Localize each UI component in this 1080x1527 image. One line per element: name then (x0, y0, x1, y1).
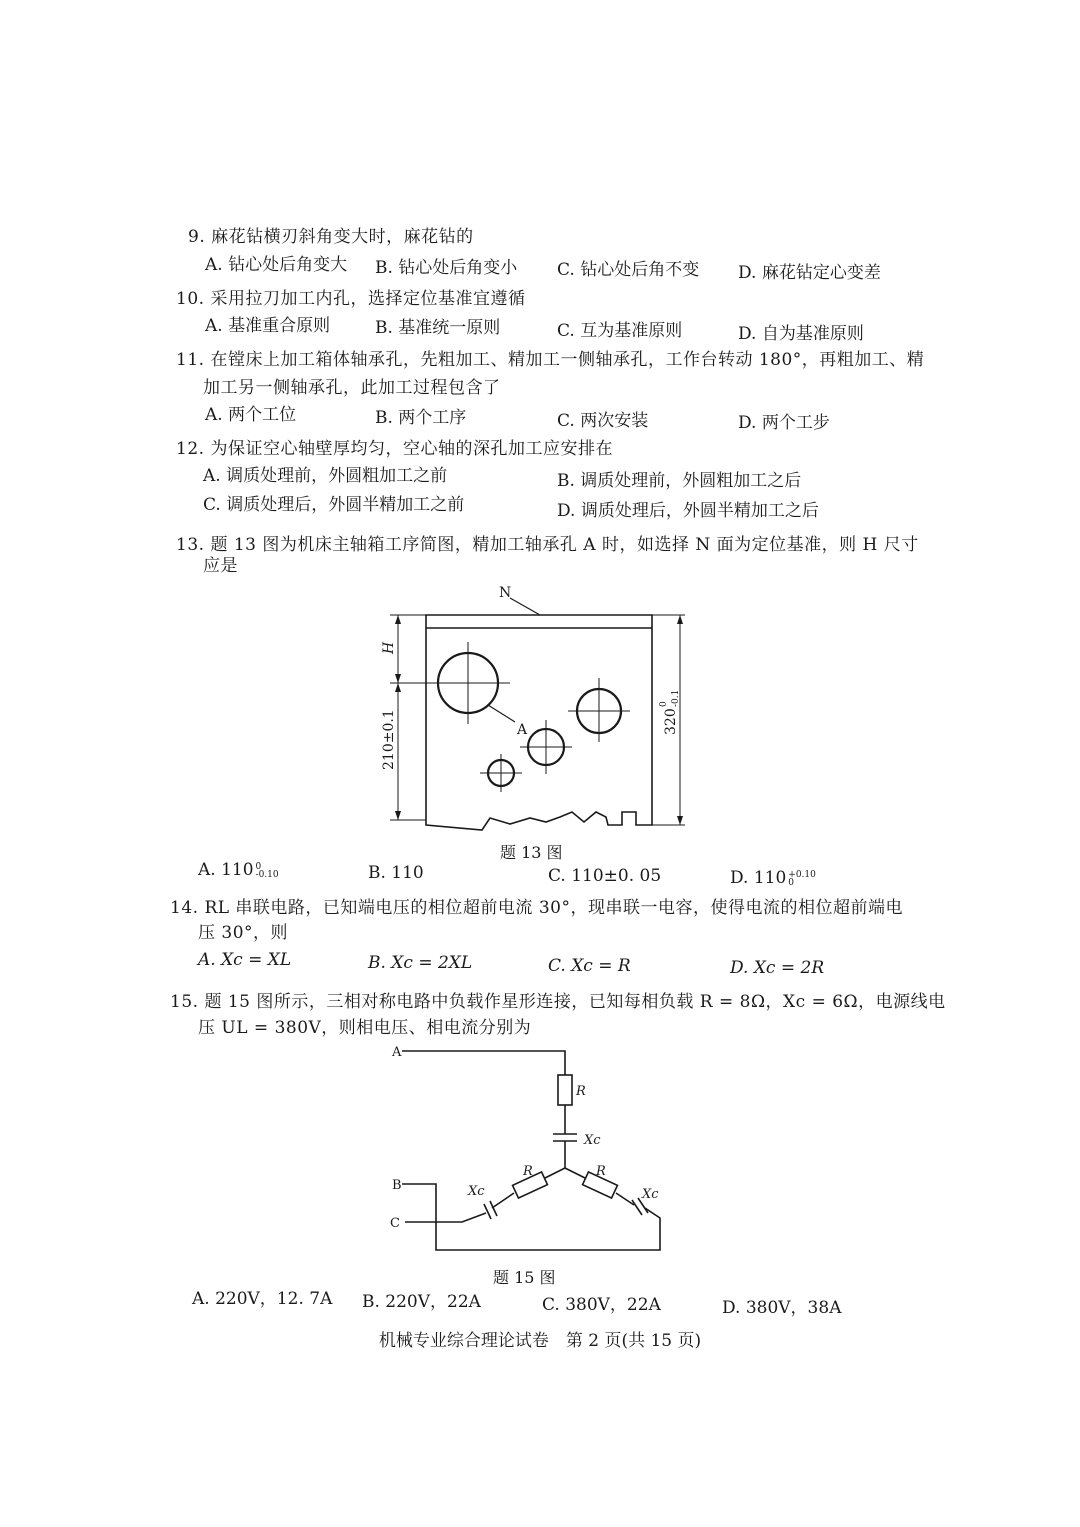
fig13-label-h: H (381, 641, 397, 654)
fig15-wire-c (405, 1213, 486, 1222)
figure-15-caption: 题 15 图 (493, 1268, 556, 1287)
question-15-option-c: C. 380V，22A (542, 1295, 661, 1315)
fig15-label-b: B (392, 1178, 402, 1193)
question-9-option-a: A. 钻心处后角变大 (205, 255, 348, 275)
question-14-option-a: A. Xc = XL (198, 950, 292, 970)
question-11-option-d: D. 两个工步 (738, 413, 830, 433)
question-12-stem: 12. 为保证空心轴壁厚均匀，空心轴的深孔加工应安排在 (176, 439, 613, 459)
question-15-option-a: A. 220V，12. 7A (192, 1289, 333, 1309)
question-12-option-a: A. 调质处理前，外圆粗加工之前 (203, 466, 448, 486)
question-14-option-c: C. Xc = R (548, 956, 631, 976)
fig15-resistor-a (558, 1075, 572, 1105)
fig13-dim-right-lower: -0.1 (671, 689, 681, 707)
fig15-wire-b (402, 1184, 660, 1250)
figure-15-circuit (380, 1040, 680, 1270)
question-14-option-d: D. Xc = 2R (730, 958, 825, 978)
question-11-stem-line-1: 11. 在镗床上加工箱体轴承孔，先粗加工、精加工一侧轴承孔，工作台转动 180°，再粗加工、精 (176, 350, 925, 370)
fig15-label-c: C (390, 1216, 400, 1231)
fig15-label-xc-a: Xc (584, 1133, 601, 1148)
fig15-label-r-c: R (596, 1164, 606, 1179)
question-10-option-d: D. 自为基准原则 (738, 324, 864, 344)
fig13-label-n: N (499, 585, 512, 601)
question-13-option-d: D. 110 +0.10 0 (730, 868, 816, 888)
question-15-option-d: D. 380V，38A (722, 1298, 842, 1318)
fig15-label-r-b: R (523, 1164, 533, 1179)
question-9-option-c: C. 钻心处后角不变 (557, 260, 700, 280)
question-12-option-d: D. 调质处理后，外圆半精加工之后 (557, 501, 819, 521)
question-13-stem-line-1: 13. 题 13 图为机床主轴箱工序简图，精加工轴承孔 A 时，如选择 N 面为定位基准，则 H 尺寸 (176, 535, 919, 555)
question-12-option-c: C. 调质处理后，外圆半精加工之前 (203, 495, 465, 515)
question-9-option-b: B. 钻心处后角变小 (375, 258, 518, 278)
question-10-option-b: B. 基准统一原则 (375, 318, 501, 338)
page-footer: 机械专业综合理论试卷 第 2 页(共 15 页) (378, 1331, 702, 1351)
fig13-label-a: A (517, 722, 528, 738)
question-15-stem-line-2: 压 UL = 380V，则相电压、相电流分别为 (198, 1018, 532, 1038)
question-11-option-b: B. 两个工序 (375, 408, 467, 428)
question-11-option-c: C. 两次安装 (557, 411, 649, 431)
question-11-option-a: A. 两个工位 (205, 405, 297, 425)
question-13-stem-line-2: 应是 (203, 556, 238, 576)
fig13-dim-left: 210±0.1 (381, 709, 397, 770)
question-13-option-a: A. 110 0 -0.10 (198, 860, 279, 880)
fig15-label-a: A (392, 1045, 402, 1060)
fig13-dim-right-base: 320 (663, 708, 679, 735)
fig15-label-r-a: R (576, 1084, 586, 1099)
question-15-option-b: B. 220V，22A (362, 1292, 481, 1312)
figure-13-caption: 题 13 图 (500, 843, 563, 862)
question-11-stem-line-2: 加工另一侧轴承孔，此加工过程包含了 (203, 378, 501, 398)
question-14-stem-line-1: 14. RL 串联电路，已知端电压的相位超前电流 30°，现串联一电容，使得电流的相位超前端电 (170, 898, 903, 918)
question-15-stem-line-1: 15. 题 15 图所示，三相对称电路中负载作星形连接，已知每相负载 R = 8Ω，Xc = 6Ω，电源线电 (170, 992, 946, 1012)
question-12-option-b: B. 调质处理前，外圆粗加工之后 (557, 471, 802, 491)
question-10-stem: 10. 采用拉刀加工内孔，选择定位基准宜遵循 (176, 289, 526, 309)
question-9-option-d: D. 麻花钻定心变差 (738, 263, 881, 283)
question-13-option-b: B. 110 (368, 863, 424, 883)
question-9-stem: 9. 麻花钻横刃斜角变大时，麻花钻的 (188, 227, 474, 247)
fig15-label-xc-b: Xc (468, 1184, 485, 1199)
question-14-stem-line-2: 压 30°，则 (198, 923, 289, 943)
question-13-option-c: C. 110±0. 05 (548, 866, 662, 886)
question-10-option-a: A. 基准重合原则 (205, 316, 331, 336)
fig15-wire-a (402, 1051, 565, 1075)
figure-13-drawing (360, 580, 700, 840)
fig15-label-xc-c: Xc (642, 1187, 659, 1202)
question-14-option-b: B. Xc = 2XL (368, 953, 473, 973)
question-10-option-c: C. 互为基准原则 (557, 321, 683, 341)
fig13-dim-right-upper: 0 (659, 701, 669, 707)
